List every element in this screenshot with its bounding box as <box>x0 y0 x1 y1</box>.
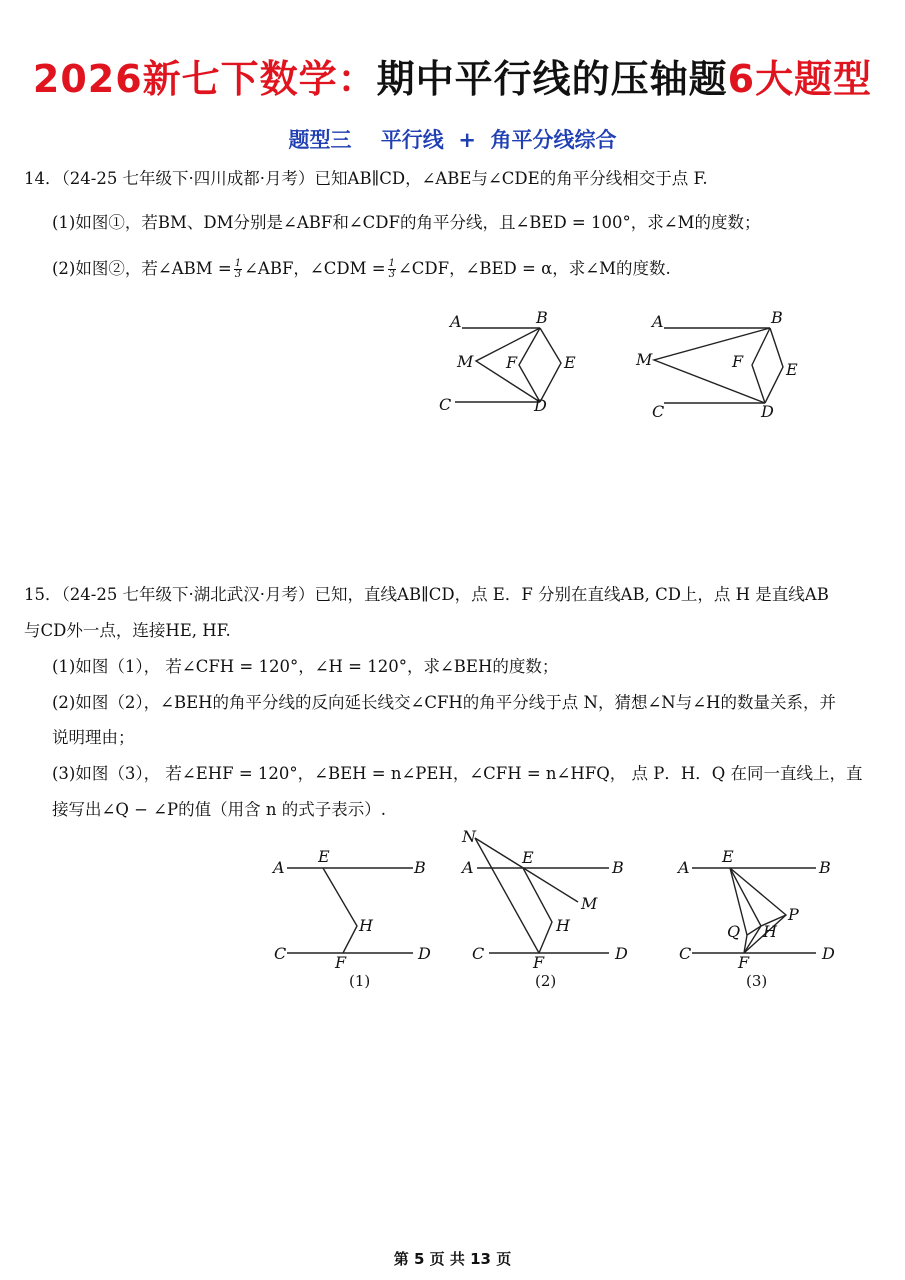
q15-figure-2 <box>455 825 640 1000</box>
label-c: C <box>652 402 665 421</box>
label-a: A <box>678 858 690 877</box>
page-title <box>0 48 905 103</box>
label-a: A <box>273 858 285 877</box>
label-a: A <box>652 312 664 331</box>
path-bfd <box>752 328 770 403</box>
label-d: D <box>761 402 774 421</box>
label-f: F <box>506 353 518 372</box>
frac-num: 1 <box>234 258 242 269</box>
q14-figure-1 <box>430 305 590 420</box>
title-red-part: 2026新七下数学： <box>32 57 377 101</box>
q15-part2-line2: 说明理由； <box>52 728 135 747</box>
label-b: B <box>819 858 831 877</box>
label-e: E <box>722 847 734 866</box>
label-c: C <box>679 944 692 963</box>
label-c: C <box>472 944 485 963</box>
q15-part1: (1)如图（1）， 若∠CFH = 120°，∠H = 120°，求∠BEH的度数； <box>52 657 559 676</box>
label-m: M <box>457 352 474 371</box>
label-b: B <box>414 858 426 877</box>
frac-den: 3 <box>234 269 242 280</box>
label-d: D <box>534 396 547 415</box>
path-bed <box>765 328 783 403</box>
title-black-part: 期中平行线的压轴题 <box>376 57 728 101</box>
q15-stem-line2: 与CD外一点，连接HE, HF. <box>24 621 231 640</box>
fraction-one-third <box>234 259 242 280</box>
q14-figure-2 <box>630 305 810 425</box>
label-c: C <box>439 395 452 414</box>
path-bed <box>540 328 561 402</box>
label-b: B <box>612 858 624 877</box>
q14-part2-a: (2)如图②，若∠ABM = <box>52 259 232 278</box>
fraction-one-third-2 <box>388 259 396 280</box>
label-m: M <box>581 894 598 913</box>
q15-stem-line1: 15．（24-25 七年级下·湖北武汉·月考）已知，直线AB∥CD，点 E．F 分别在直线AB, CD上，点 H 是直线AB <box>24 585 829 604</box>
label-f: F <box>732 352 744 371</box>
label-d: D <box>418 944 431 963</box>
label-p: P <box>788 905 799 924</box>
label-f: F <box>335 953 347 972</box>
label-c: C <box>274 944 287 963</box>
q14-part2-b: ∠ABF，∠CDM = <box>244 259 386 278</box>
label-e: E <box>318 847 330 866</box>
label-q: Q <box>727 922 741 941</box>
label-e: E <box>564 353 576 372</box>
q14-stem: 14．（24-25 七年级下·四川成都·月考）已知AB∥CD，∠ABE与∠CDE的角平分线相交于点 F. <box>24 169 708 188</box>
label-h: H <box>359 916 373 935</box>
label-e: E <box>522 848 534 867</box>
label-e: E <box>786 360 798 379</box>
path-ehf <box>523 868 552 953</box>
title-red-part-2: 6大题型 <box>727 57 873 101</box>
label-d: D <box>615 944 628 963</box>
frac-den-2: 3 <box>388 269 395 280</box>
q14-part2-c: ∠CDF，∠BED = α，求∠M的度数. <box>397 259 671 278</box>
label-b: B <box>536 308 548 327</box>
page-number: 第 5 页 共 13 页 <box>393 1250 512 1268</box>
label-f: F <box>738 953 750 972</box>
figure-caption: (1) <box>349 972 371 990</box>
label-m: M <box>636 350 653 369</box>
section-subtitle: 题型三 平行线 + 角平分线综合 <box>288 128 617 152</box>
q14-part1: (1)如图①，若BM、DM分别是∠ABF和∠CDF的角平分线，且∠BED = 100°，求∠M的度数； <box>52 213 761 232</box>
label-a: A <box>450 312 462 331</box>
figure-caption: (2) <box>535 972 557 990</box>
q15-part2-line1: (2)如图（2），∠BEH的角平分线的反向延长线交∠CFH的角平分线于点 N，猜想∠N与∠H的数量关系，并 <box>52 693 836 712</box>
path-ehf <box>323 868 357 953</box>
q15-part3-line1: (3)如图（3）， 若∠EHF = 120°，∠BEH = n∠PEH，∠CFH = n∠HFQ， 点 P．H．Q 在同一直线上，直 <box>52 764 863 783</box>
label-a: A <box>462 858 474 877</box>
label-f: F <box>533 953 545 972</box>
q15-part3-line2: 接写出∠Q − ∠P的值（用含 n 的式子表示）. <box>52 800 386 819</box>
q14-part2 <box>52 258 671 280</box>
q15-figure-3 <box>670 840 845 1000</box>
label-h: H <box>556 916 570 935</box>
q15-figure-1 <box>265 840 445 995</box>
label-n: N <box>462 827 476 846</box>
label-d: D <box>822 944 835 963</box>
frac-num-2: 1 <box>388 258 395 269</box>
figure-caption: (3) <box>746 972 768 990</box>
label-b: B <box>771 308 783 327</box>
label-h: H <box>763 922 777 941</box>
